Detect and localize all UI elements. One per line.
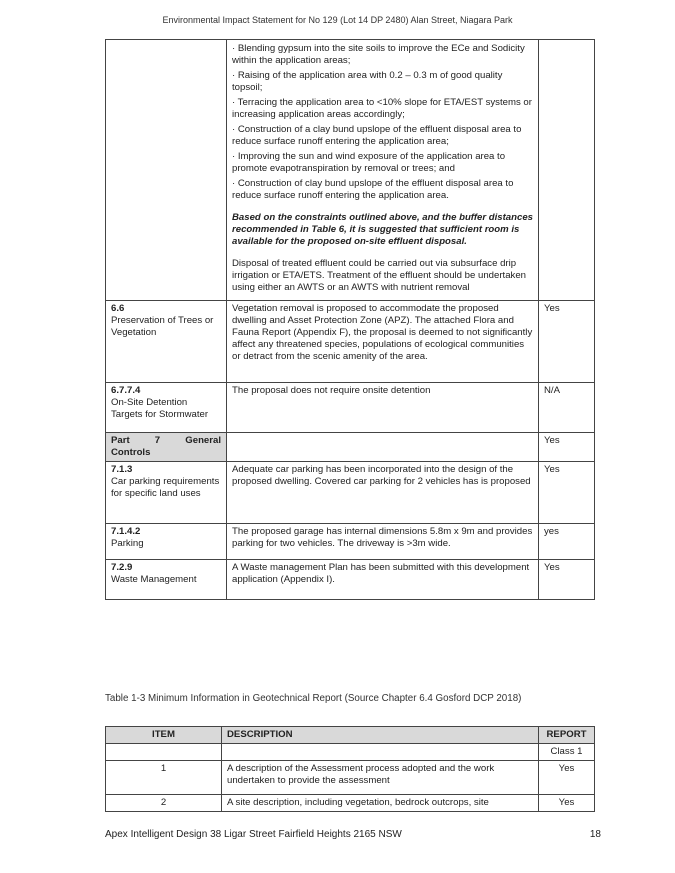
- status-cell: N/A: [539, 383, 595, 433]
- bullet-item: · Terracing the application area to <10% slope for ETA/EST systems or increasing application areas accordingly;: [232, 97, 532, 120]
- caption-label: Table 1-3: [105, 693, 146, 704]
- caption-text: Minimum Information in Geotechnical Report (Source Chapter 6.4 Gosford DCP 2018): [148, 693, 522, 704]
- item-description: A site description, including vegetation, bedrock outcrops, site: [222, 795, 539, 812]
- description-cell: A Waste management Plan has been submitted with this development application (Appendix I).: [227, 560, 539, 600]
- table-row: [106, 761, 595, 795]
- status-cell: Yes: [539, 560, 595, 600]
- part-word: General: [185, 435, 221, 446]
- table-row: [106, 795, 595, 812]
- compliance-table: [105, 39, 595, 600]
- section-number: 6.6: [111, 303, 125, 314]
- table-row: [106, 524, 595, 560]
- disposal-paragraph: Disposal of treated effluent could be carried out via subsurface drip irrigation or ETA/ETS. Treatment of the effluent should be undertaken using either an AWTS or an AWTS with nutrient removal: [232, 258, 527, 293]
- section-title: Parking: [111, 538, 144, 549]
- report-status: Yes: [539, 795, 595, 812]
- description-cell: The proposal does not require onsite detention: [227, 383, 539, 433]
- control-cell: [106, 301, 227, 383]
- column-header-report: REPORT: [539, 727, 595, 744]
- section-number: 7.1.3: [111, 464, 133, 475]
- status-cell: yes: [539, 524, 595, 560]
- table-row: [106, 383, 595, 433]
- control-cell: [106, 40, 227, 301]
- bullet-item: · Construction of clay bund upslope of the effluent disposal area to reduce surface runoff entering the application area.: [232, 178, 514, 201]
- conclusion-statement: Based on the constraints outlined above, and the buffer distances recommended in Table 6, it is suggested that sufficient room is available for the proposed on-site effluent disposal.: [232, 212, 534, 247]
- empty-cell: [106, 744, 222, 761]
- part-number: 7: [154, 435, 161, 446]
- column-header-description: DESCRIPTION: [222, 727, 539, 744]
- page-number: 18: [589, 829, 601, 840]
- section-title: Waste Management: [111, 574, 197, 585]
- status-cell: [539, 40, 595, 301]
- bullet-item: · Raising of the application area with 0.2 – 0.3 m of good quality topsoil;: [232, 70, 503, 93]
- item-description: A description of the Assessment process adopted and the work undertaken to provide the assessment: [222, 761, 539, 795]
- section-title: Car parking requirements for specific land uses: [111, 476, 220, 499]
- bullet-item: · Construction of a clay bund upslope of the effluent disposal area to reduce surface runoff entering the application area;: [232, 124, 522, 147]
- description-cell: [227, 40, 539, 301]
- table-caption: [105, 693, 521, 704]
- section-number: 6.7.7.4: [111, 385, 141, 396]
- description-cell: The proposed garage has internal dimensions 5.8m x 9m and provides parking for two vehicles. The driveway is >3m wide.: [227, 524, 539, 560]
- control-cell: [106, 560, 227, 600]
- bullet-item: · Blending gypsum into the site soils to improve the ECe and Sodicity within the application areas;: [232, 43, 525, 66]
- bullet-item: · Improving the sun and wind exposure of the application area to promote evapotranspiration by removal or trees; and: [232, 151, 506, 174]
- control-cell: [106, 524, 227, 560]
- control-cell: [106, 462, 227, 524]
- page-header: Environmental Impact Statement for No 129 (Lot 14 DP 2480) Alan Street, Niagara Park: [162, 15, 513, 25]
- footer-company: Apex Intelligent Design 38 Ligar Street Fairfield Heights 2165 NSW: [105, 829, 402, 840]
- section-number: 7.2.9: [111, 562, 133, 573]
- table-row: [106, 462, 595, 524]
- class-label: Class 1: [539, 744, 595, 761]
- header-row: [106, 727, 595, 744]
- status-cell: Yes: [539, 462, 595, 524]
- item-number: 1: [106, 761, 222, 795]
- part-line2: Controls: [111, 447, 151, 458]
- description-cell: Adequate car parking has been incorporated into the design of the proposed dwelling. Covered car parking for 2 vehicles has is proposed: [227, 462, 539, 524]
- subheader-row: [106, 744, 595, 761]
- description-cell: Vegetation removal is proposed to accommodate the proposed dwelling and Asset Protection Zone (APZ). The attached Flora and Fauna Report (Appendix F), the proposal is deemed to not significantly affect any threatened species, populations of ecological communities or detract from the scenic amenity of the area.: [227, 301, 539, 383]
- description-cell: [227, 433, 539, 462]
- item-number: 2: [106, 795, 222, 812]
- control-cell: [106, 383, 227, 433]
- table-row: [106, 560, 595, 600]
- part-label: Part: [111, 435, 130, 446]
- report-status: Yes: [539, 761, 595, 795]
- part-heading-cell: [106, 433, 227, 462]
- section-number: 7.1.4.2: [111, 526, 141, 537]
- section-title: On-Site Detention Targets for Stormwater: [111, 397, 209, 420]
- table-row: [106, 433, 595, 462]
- table-row: [106, 301, 595, 383]
- table-row: [106, 40, 595, 301]
- column-header-item: ITEM: [106, 727, 222, 744]
- page-footer: [105, 829, 601, 840]
- section-title: Preservation of Trees or Vegetation: [111, 315, 214, 338]
- empty-cell: [222, 744, 539, 761]
- geotechnical-table: [105, 726, 595, 812]
- status-cell: Yes: [539, 433, 595, 462]
- status-cell: Yes: [539, 301, 595, 383]
